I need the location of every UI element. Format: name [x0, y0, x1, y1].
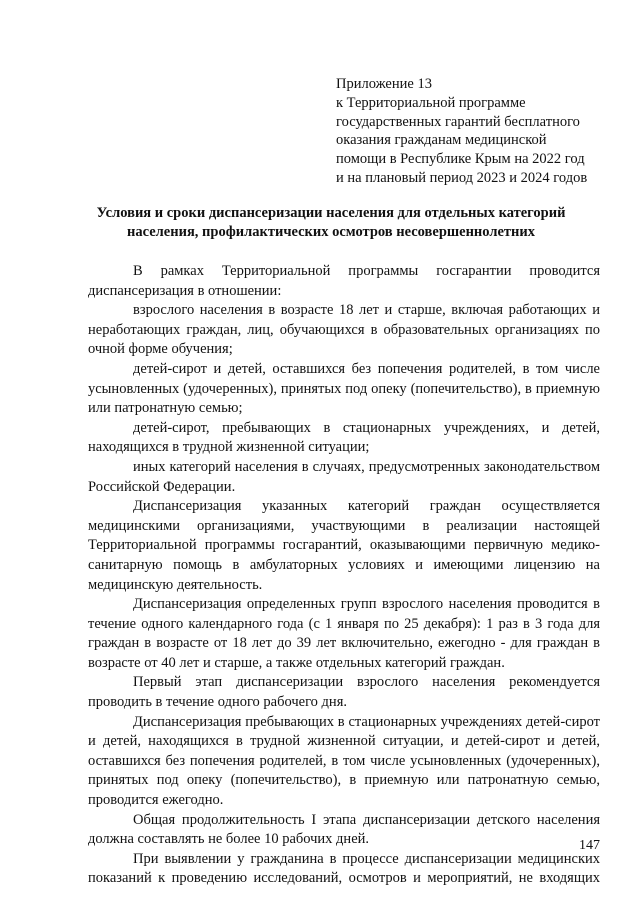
document-title [86, 204, 576, 242]
body-paragraph: взрослого населения в возрасте 18 лет и старше, включая работающих и неработающих граждан, лиц, обучающихся в образовательных организациях по очной форме обучения; [88, 302, 600, 358]
appendix-line: к Территориальной программе [336, 94, 526, 111]
body-paragraph: Первый этап диспансеризации взрослого населения рекомендуется проводить в течение одного рабочего дня. [88, 674, 600, 711]
body-paragraph: детей-сирот и детей, оставшихся без попечения родителей, в том числе усыновленных (удочеренных), принятых под опеку (попечительство), в приемную или патронатную семью; [88, 360, 600, 417]
title-line: населения, профилактических осмотров несовершеннолетних [127, 223, 535, 240]
body-paragraph: детей-сирот, пребывающих в стационарных учреждениях, и детей, находящихся в трудной жизненной ситуации; [88, 419, 600, 456]
body-paragraph: Диспансеризация пребывающих в стационарных учреждениях детей-сирот и детей, находящихся в трудной жизненной ситуации, и детей-сирот и детей, оставшихся без попечения родителей, в том числе усыновленных (удочеренных), принятых под опеку (попечительство), в приемную или патронатную семью, проводится ежегодно. [88, 713, 600, 809]
body-paragraph: Диспансеризация указанных категорий граждан осуществляется медицинскими организациями, участвующими в реализации настоящей Территориальной программы госгарантий, оказывающими первичную медико-санитарную помощь в амбулаторных условиях и имеющими лицензию на медицинскую деятельность. [88, 498, 600, 593]
body-paragraph: Общая продолжительность I этапа диспансеризации детского населения должна составлять не более 10 рабочих дней. [88, 811, 600, 848]
appendix-line: государственных гарантий бесплатного [336, 113, 580, 130]
appendix-line: оказания гражданам медицинской [336, 132, 547, 149]
appendix-line: помощи в Республике Крым на 2022 год [336, 151, 585, 168]
body-paragraph: иных категорий населения в случаях, предусмотренных законодательством Российской Федерации. [88, 458, 600, 495]
page-number: 147 [579, 838, 600, 853]
appendix-header [336, 75, 626, 188]
appendix-line: Приложение 13 [336, 76, 432, 92]
body-paragraph: При выявлении у гражданина в процессе диспансеризации медицинских показаний к проведению исследований, осмотров и мероприятий, не входящих [88, 850, 600, 887]
appendix-line: и на плановый период 2023 и 2024 годов [336, 169, 588, 186]
title-line: Условия и сроки диспансеризации населения для отдельных категорий [96, 205, 566, 221]
body-paragraph: Диспансеризация определенных групп взрослого населения проводится в течение одного календарного года (с 1 января по 25 декабря): 1 раз в 3 года для граждан в возрасте от 18 лет до 39 лет включительно, ежегодно - для граждан в возрасте от 40 лет и старше, а также отдельных категорий граждан. [88, 596, 600, 671]
document-body [88, 262, 600, 889]
body-paragraph: В рамках Территориальной программы госгарантии проводится диспансеризация в отношении: [88, 263, 600, 299]
